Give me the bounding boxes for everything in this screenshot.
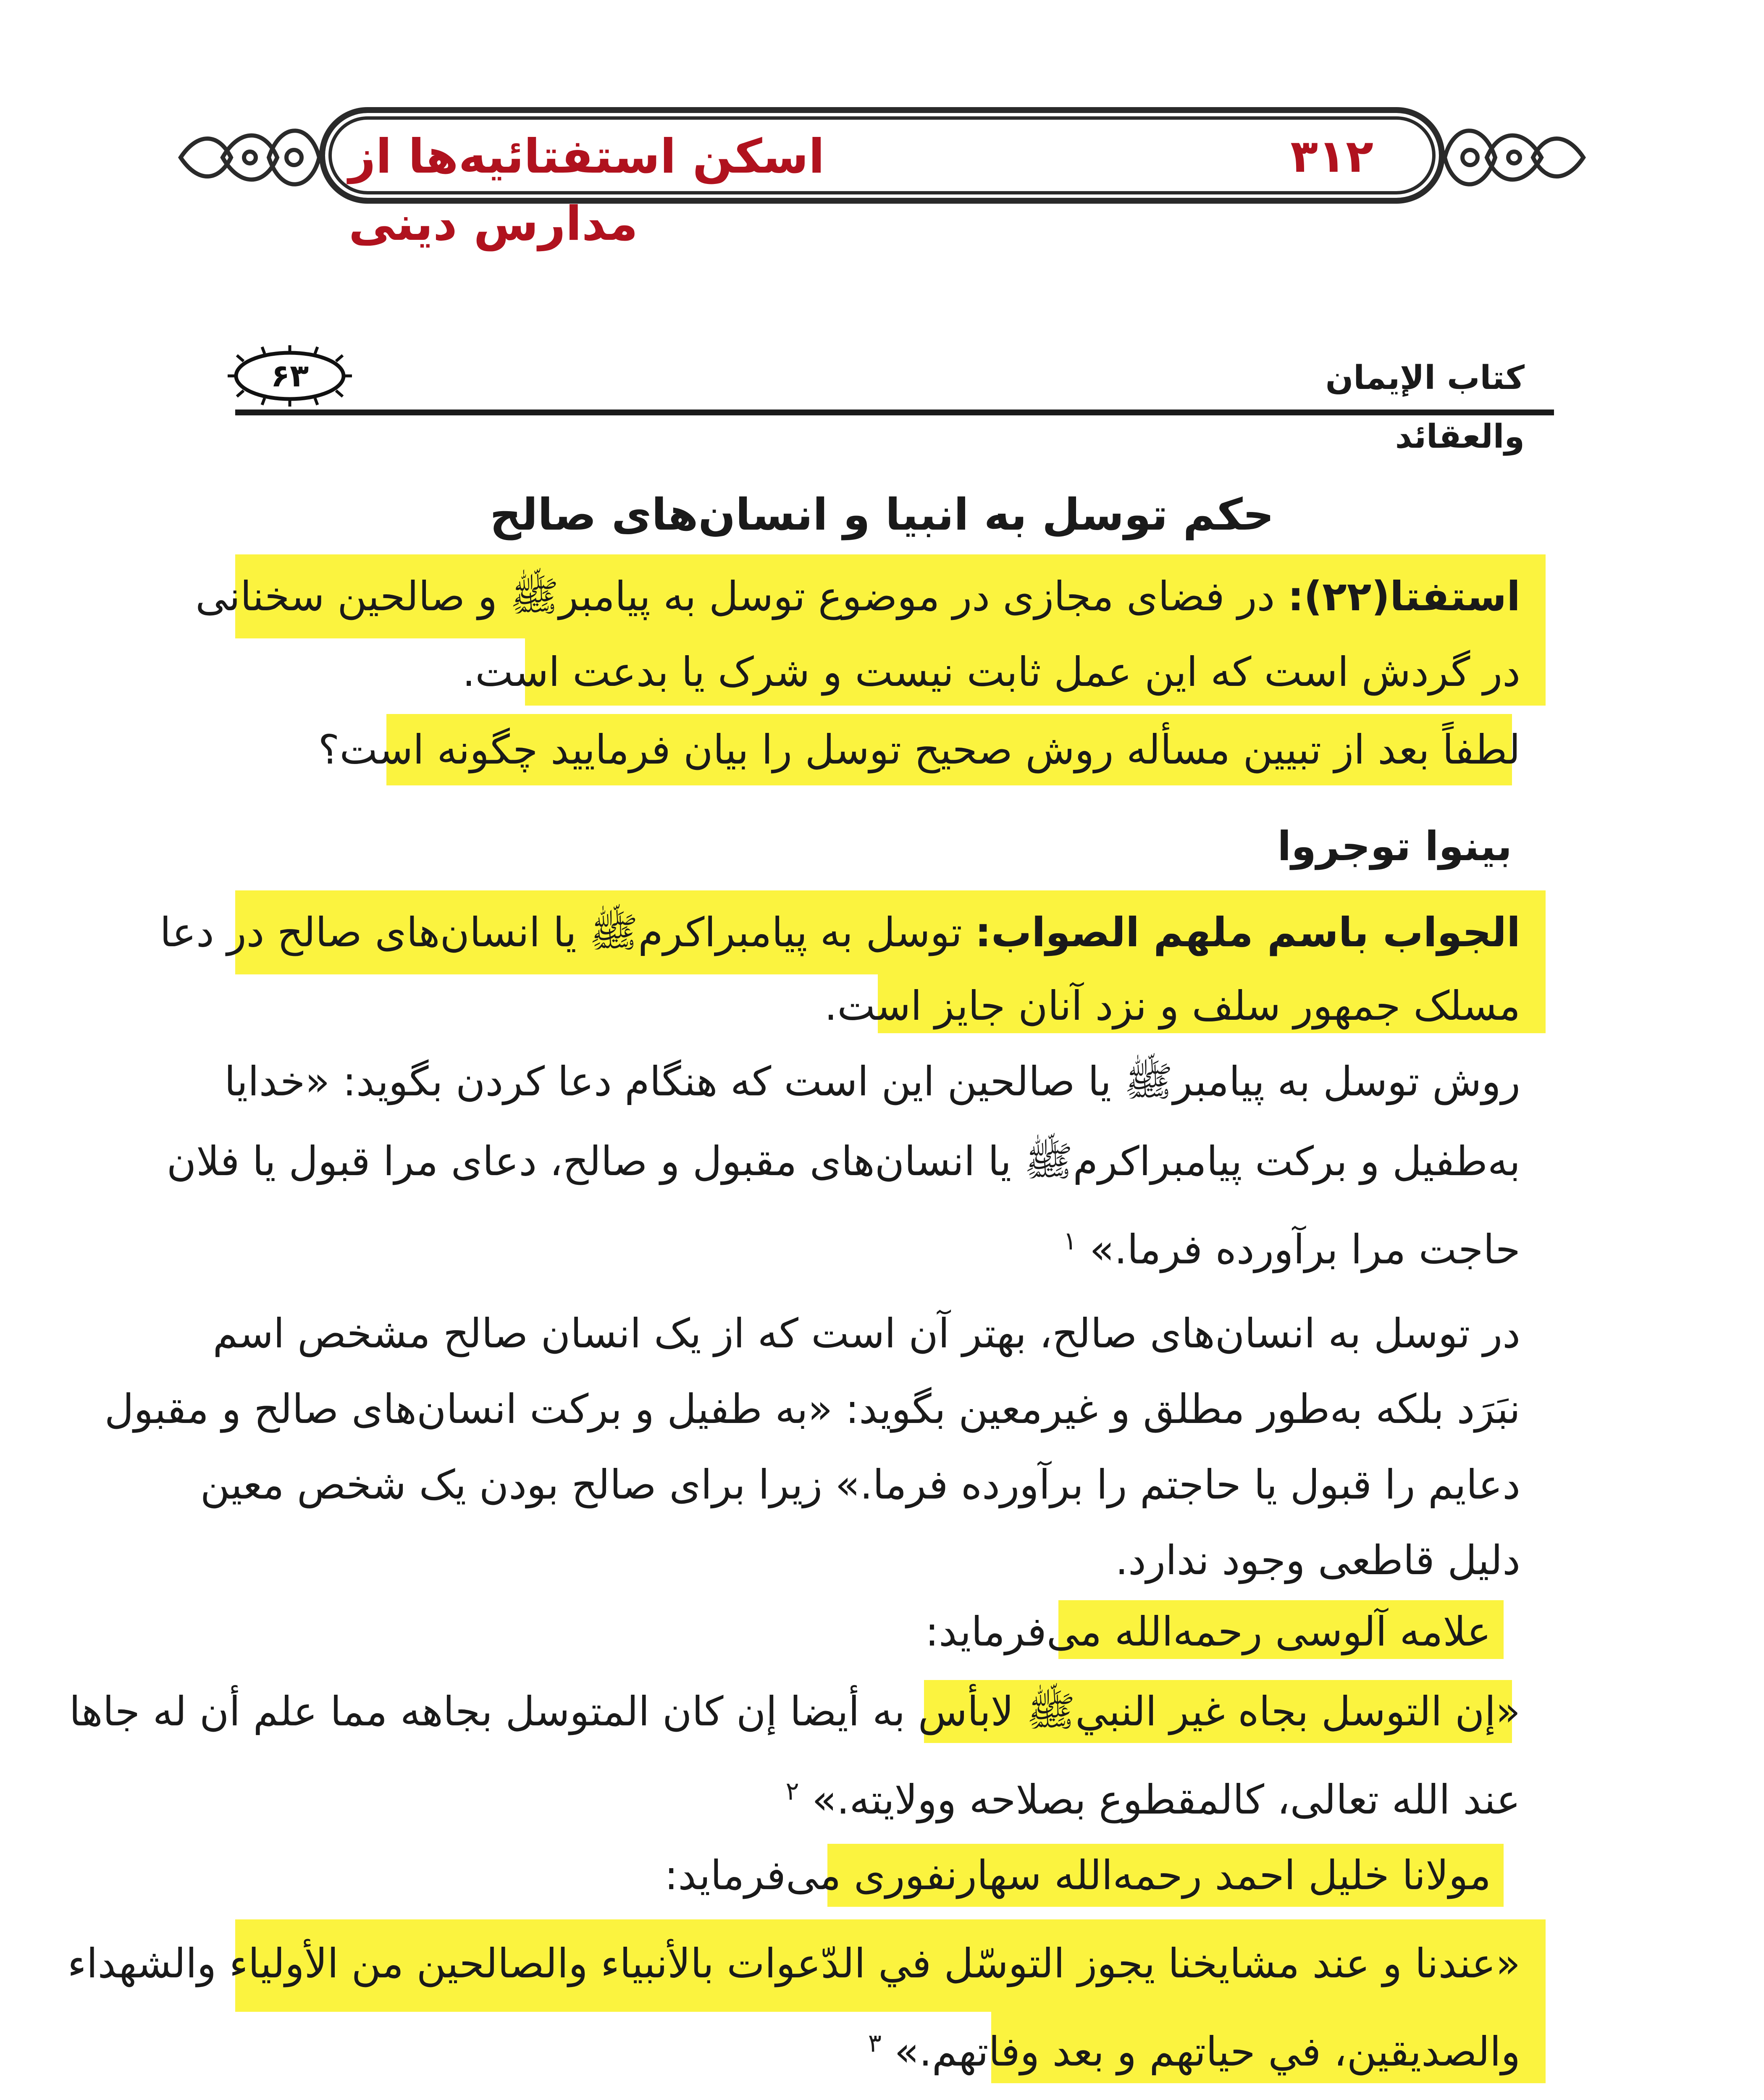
question-text: در فضای مجازی در موضوع توسل به پیامبرﷺ و صالحین سخنانی [195, 573, 1275, 620]
paragraph-1-line-3 [239, 1201, 1520, 1281]
quote-1-text: عند الله تعالى، كالمقطوع بصلاحه وولايته.» [812, 1776, 1520, 1823]
quote-1-opening: «إن التوسل بجاه غير النبيﷺ [1026, 1688, 1520, 1735]
quote-2-text: والصديقين، في حياتهم و بعد وفاتهم.» [894, 2028, 1520, 2075]
footnote-ref: ۲ [785, 1777, 799, 1806]
quote-2-line-1: «عندنا و عند مشايخنا يجوز التوسّل في الدّعوات بالأنبياء والصالحين من الأولياء والشهداء [67, 1940, 1520, 1987]
answer-text: توسل به پیامبراکرمﷺ یا انسان‌های صالح در دعا [160, 909, 962, 956]
quote-1-line-2 [239, 1751, 1520, 1831]
left-ornament-icon [172, 107, 323, 208]
paragraph-1-line-1: روش توسل به پیامبرﷺ یا صالحین این است که هنگام دعا کردن بگوید: «خدایا [224, 1058, 1520, 1105]
paragraph-2-line-2: نبَرَد بلکه به‌طور مطلق و غیرمعین بگوید: «به طفیل و برکت انسان‌های صالح و مقبول [104, 1386, 1520, 1433]
question-label: استفتا(۲۲): [1287, 573, 1520, 620]
running-header-title: كتاب الإيمان والعقائد [1325, 359, 1525, 456]
quote-1-rest: أيضا إن كان المتوسل بجاهه مما علم أن له جاها [69, 1688, 860, 1735]
answer-line-2: مسلک جمهور سلف و نزد آنان جایز است. [824, 982, 1520, 1029]
question-line-1 [195, 556, 1520, 636]
ornamental-header [172, 90, 1592, 251]
question-line-3: لطفاً بعد از تبیین مسأله روش صحیح توسل را بیان فرمایید چگونه است؟ [318, 726, 1520, 773]
book-section-title: اسکن استفتائیه‌ها از مدارس دینی [349, 129, 825, 251]
page-number: ۳۱۲ [1290, 130, 1373, 183]
quote-1-highlight: لابأس به [872, 1688, 1014, 1735]
question-number-badge [227, 344, 353, 407]
paragraph-1-text: حاجت مرا برآورده فرما.» [1089, 1226, 1520, 1273]
quote-1-line-1 [69, 1672, 1520, 1751]
paragraph-2-line-4: دلیل قاطعی وجود ندارد. [1115, 1537, 1520, 1584]
header-divider [235, 410, 1554, 415]
quote-2-line-2 [239, 2003, 1520, 2083]
footnote-ref: ۱ [1063, 1226, 1077, 1256]
paragraph-2-line-1: در توسل به انسان‌های صالح، بهتر آن است که از یک انسان صالح مشخص اسم [213, 1310, 1520, 1357]
answer-label: الجواب باسم ملهم الصواب: [975, 909, 1520, 956]
answer-line-1 [160, 892, 1520, 972]
paragraph-1-line-2: به‌طفیل و برکت پیامبراکرمﷺ یا انسان‌های مقبول و صالح، دعای مرا قبول یا فلان [166, 1138, 1520, 1185]
question-closing: بینوا توجروا [1277, 823, 1512, 870]
paragraph-2-line-3: دعایم را قبول یا حاجتم را برآورده فرما.» زیرا برای صالح بودن یک شخص معین [200, 1461, 1520, 1508]
question-line-2: در گردش است که این عمل ثابت نیست و شرک یا بدعت است. [462, 648, 1520, 696]
quote-2-intro: مولانا خلیل احمد رحمه‌الله سهارنفوری می‌فرماید: [664, 1852, 1491, 1899]
article-heading: حکم توسل به انبیا و انسان‌های صالح [490, 489, 1274, 540]
quote-1-intro: علامه آلوسی رحمه‌الله می‌فرماید: [925, 1608, 1491, 1655]
right-ornament-icon [1441, 107, 1592, 208]
question-number: ۶۳ [270, 358, 309, 394]
footnote-ref: ۳ [868, 2029, 882, 2058]
